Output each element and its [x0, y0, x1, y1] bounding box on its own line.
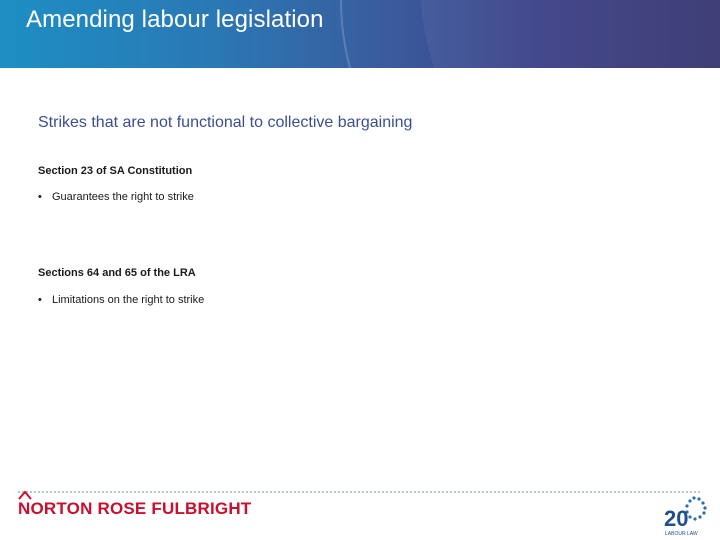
bullet-text: Limitations on the right to strike: [52, 294, 205, 306]
bullet-item: [38, 294, 204, 306]
slide-subtitle: Strikes that are not functional to collective bargaining: [38, 114, 413, 131]
bullet-text: Guarantees the right to strike: [52, 191, 194, 203]
section-heading-constitution: Section 23 of SA Constitution: [38, 165, 193, 177]
logo-text: NORTON ROSE FULBRIGHT: [18, 499, 252, 518]
bullet-item: [38, 191, 194, 203]
page-title: Amending labour legislation: [26, 6, 324, 33]
labour-law-badge: [660, 493, 712, 537]
badge-number: 20: [664, 506, 689, 531]
bullet-icon: •: [38, 294, 42, 306]
header-arc: [340, 0, 720, 68]
norton-rose-fulbright-logo: [18, 490, 258, 526]
header-bar: [0, 0, 720, 68]
section-heading-lra: Sections 64 and 65 of the LRA: [38, 267, 196, 279]
bullet-icon: •: [38, 191, 42, 203]
badge-icon: [660, 493, 712, 537]
badge-caption: LABOUR LAW: [665, 531, 698, 537]
